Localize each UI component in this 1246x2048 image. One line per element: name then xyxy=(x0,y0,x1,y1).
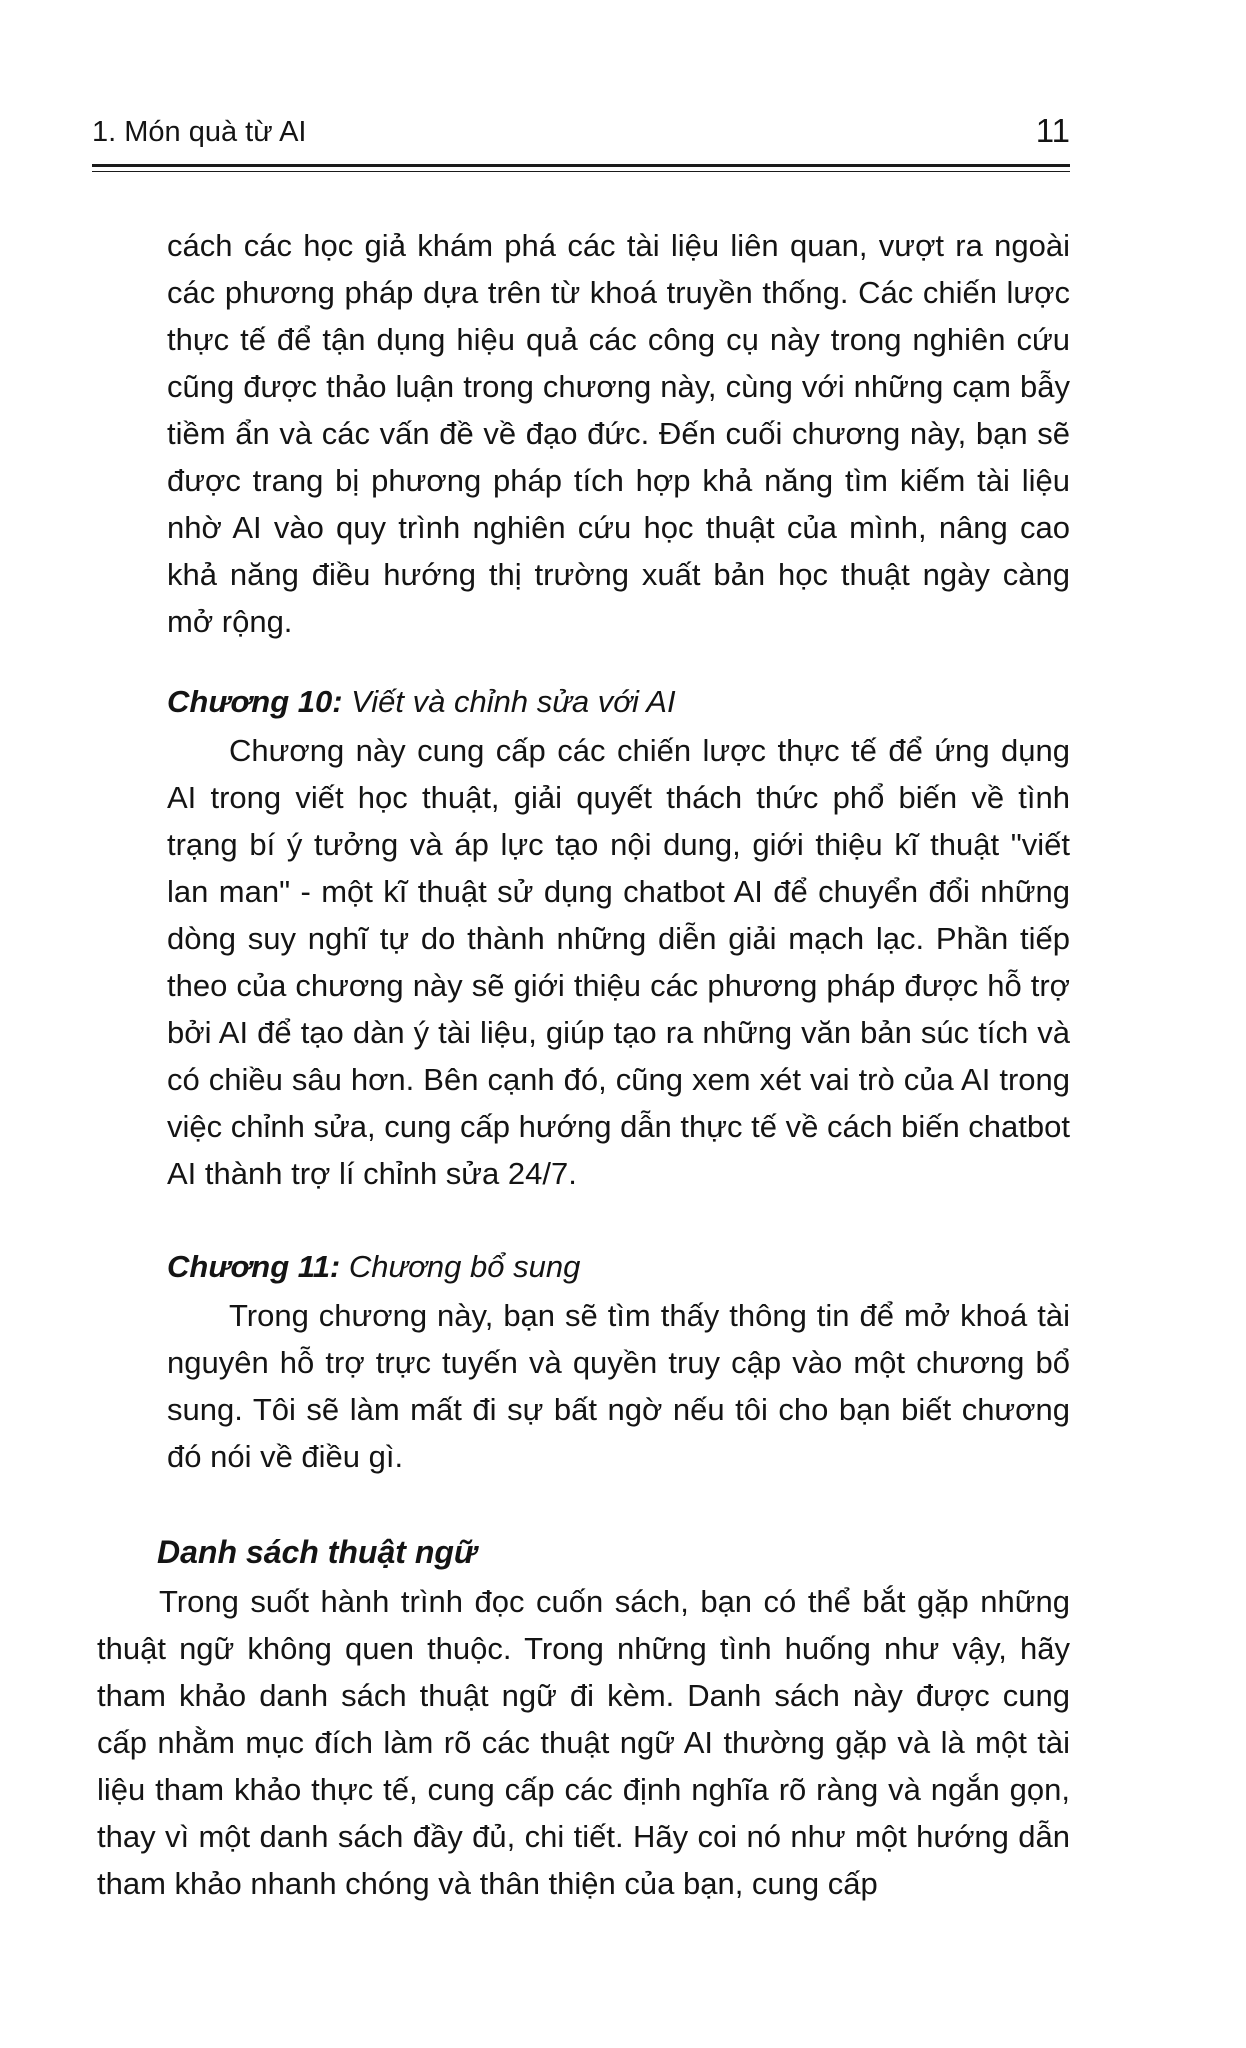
page-number: 11 xyxy=(1035,112,1070,149)
running-header xyxy=(92,112,1070,160)
chapter-10-heading xyxy=(167,678,676,725)
glossary-paragraph: Trong suốt hành trình đọc cuốn sách, bạn có thể bắt gặp những thuật ngữ không quen thuộc. Trong những tình huống như vậy, hãy tham khảo danh sách thuật ngữ đi kèm. Danh sách này được cung cấp nhằm mục đích làm rõ các thuật ngữ AI thường gặp và là một tài liệu tham khảo thực tế, cung cấp các định nghĩa rõ ràng và ngắn gọn, thay vì một danh sách đầy đủ, chi tiết. Hãy coi nó như một hướng dẫn tham khảo nhanh chóng và thân thiện của bạn, cung cấp xyxy=(97,1584,1070,1901)
glossary-heading: Danh sách thuật ngữ xyxy=(157,1534,477,1570)
intro-paragraph: cách các học giả khám phá các tài liệu liên quan, vượt ra ngoài các phương pháp dựa trên từ khoá truyền thống. Các chiến lược thực tế để tận dụng hiệu quả các công cụ này trong nghiên cứu cũng được thảo luận trong chương này, cùng với những cạm bẫy tiềm ẩn và các vấn đề về đạo đức. Đến cuối chương này, bạn sẽ được trang bị phương pháp tích hợp khả năng tìm kiếm tài liệu nhờ AI vào quy trình nghiên cứu học thuật của mình, nâng cao khả năng điều hướng thị trường xuất bản học thuật ngày càng mở rộng. xyxy=(167,228,1070,639)
chapter-11-title: Chương bổ sung xyxy=(340,1249,581,1284)
chapter-11-heading xyxy=(167,1243,580,1290)
chapter-running-title: 1. Món quà từ AI xyxy=(92,116,307,148)
chapter-11-paragraph: Trong chương này, bạn sẽ tìm thấy thông tin để mở khoá tài nguyên hỗ trợ trực tuyến và quyền truy cập vào một chương bổ sung. Tôi sẽ làm mất đi sự bất ngờ nếu tôi cho bạn biết chương đó nói về điều gì. xyxy=(167,1298,1070,1474)
chapter-10-title: Viết và chỉnh sửa với AI xyxy=(342,684,676,719)
chapter-11-label: Chương 11: xyxy=(167,1249,341,1284)
chapter-10-label: Chương 10: xyxy=(167,684,343,719)
header-rule xyxy=(92,164,1070,167)
header-rule-thin xyxy=(92,171,1070,172)
chapter-10-paragraph: Chương này cung cấp các chiến lược thực tế để ứng dụng AI trong viết học thuật, giải quyết thách thức phổ biến về tình trạng bí ý tưởng và áp lực tạo nội dung, giới thiệu kĩ thuật "viết lan man" - một kĩ thuật sử dụng chatbot AI để chuyển đổi những dòng suy nghĩ tự do thành những diễn giải mạch lạc. Phần tiếp theo của chương này sẽ giới thiệu các phương pháp được hỗ trợ bởi AI để tạo dàn ý tài liệu, giúp tạo ra những văn bản súc tích và có chiều sâu hơn. Bên cạnh đó, cũng xem xét vai trò của AI trong việc chỉnh sửa, cung cấp hướng dẫn thực tế về cách biến chatbot AI thành trợ lí chỉnh sửa 24/7. xyxy=(167,733,1070,1191)
